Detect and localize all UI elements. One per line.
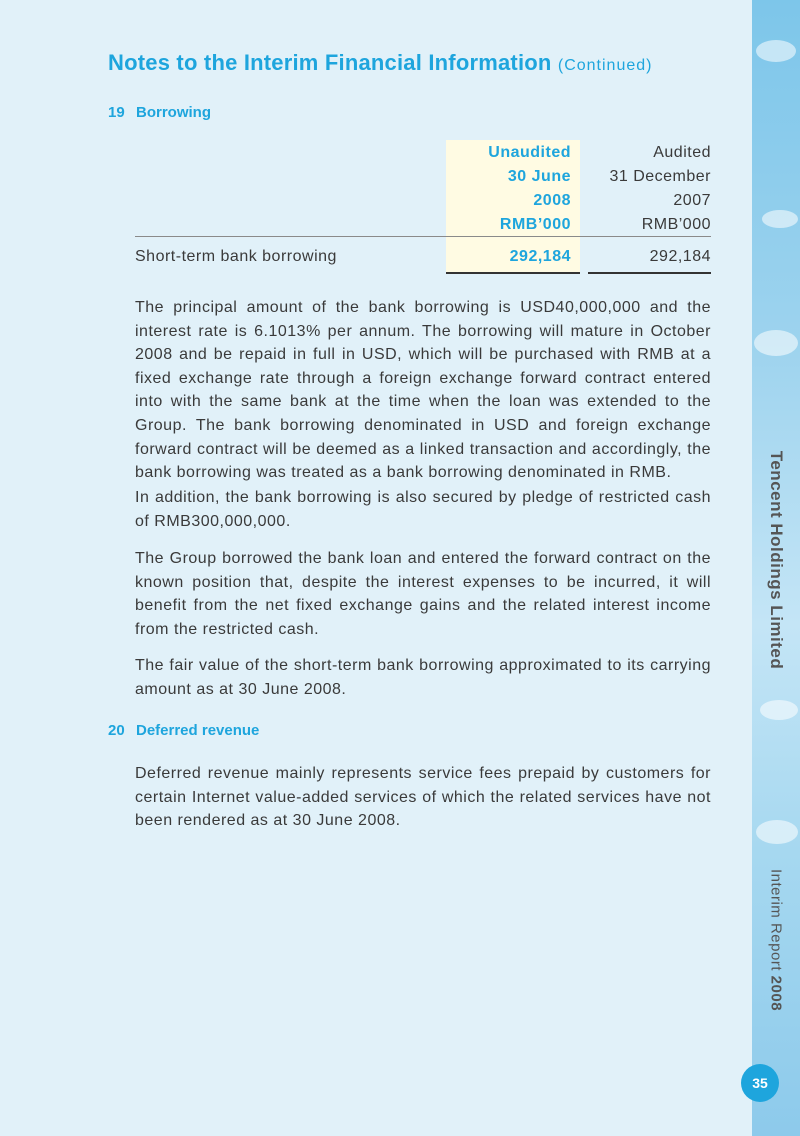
side-company-name: Tencent Holdings Limited [767, 450, 786, 670]
col1-year: 2008 [533, 192, 571, 209]
borrowing-paragraph-3: The Group borrowed the bank loan and entered the forward contract on the known position that, despite the interest expenses to be incurred, it will benefit from the net fixed exchange gains and the related interest income from the restricted cash. [135, 550, 711, 638]
cloud-decoration [754, 330, 798, 356]
col2-status: Audited [653, 144, 711, 161]
side-report-label [768, 869, 785, 1011]
page-title [108, 50, 652, 76]
col1-status: Unaudited [488, 144, 571, 161]
col2-date: 31 December [609, 168, 711, 185]
table-cell-prior: 292,184 [649, 248, 711, 265]
total-underline-prior [588, 272, 711, 274]
deferred-revenue-paragraph: Deferred revenue mainly represents service fees prepaid by customers for certain Internet value-added services of which the related services have not been rendered as at 30 June 2008. [135, 765, 711, 830]
col2-year: 2007 [673, 192, 711, 209]
borrowing-paragraph-2: In addition, the bank borrowing is also secured by pledge of restricted cash of RMB300,000,000. [135, 489, 711, 530]
cloud-decoration [756, 820, 798, 844]
table-cell-current: 292,184 [509, 248, 571, 265]
cloud-decoration [756, 40, 796, 62]
section-heading-deferred-revenue [108, 722, 259, 739]
col1-unit: RMB’000 [499, 216, 571, 233]
borrowing-paragraph-1: The principal amount of the bank borrowing is USD40,000,000 and the interest rate is 6.1013% per annum. The borrowing will mature in October 2008 and be repaid in full in USD, which will be purchased with RMB at a fixed exchange rate through a foreign exchange forward contract entered into with the same bank at the time when the loan was extended to the Group. The bank borrowing denominated in USD and foreign exchange forward contract will be deemed as a linked transaction and accordingly, the bank borrowing was treated as a bank borrowing denominated in RMB. [135, 299, 711, 482]
table-row-label: Short-term bank borrowing [135, 248, 337, 265]
report-label: Interim Report [767, 868, 785, 971]
section-heading-borrowing [108, 104, 211, 121]
borrowing-paragraph-4: The fair value of the short-term bank borrowing approximated to its carrying amount as at 30 June 2008. [135, 657, 711, 698]
section-number: 20 [108, 722, 125, 739]
page-number: 35 [741, 1064, 779, 1102]
col2-unit: RMB’000 [641, 216, 711, 233]
page-title-text: Notes to the Interim Financial Information [108, 50, 552, 75]
report-year: 2008 [767, 975, 785, 1012]
cloud-decoration [760, 700, 798, 720]
total-underline-current [446, 272, 580, 274]
section-title: Borrowing [136, 104, 211, 121]
section-title: Deferred revenue [136, 722, 260, 739]
section-number: 19 [108, 104, 125, 121]
table-header-rule [135, 236, 711, 237]
col1-date: 30 June [507, 168, 571, 185]
page-title-continued: (Continued) [557, 57, 653, 74]
cloud-decoration [762, 210, 798, 228]
